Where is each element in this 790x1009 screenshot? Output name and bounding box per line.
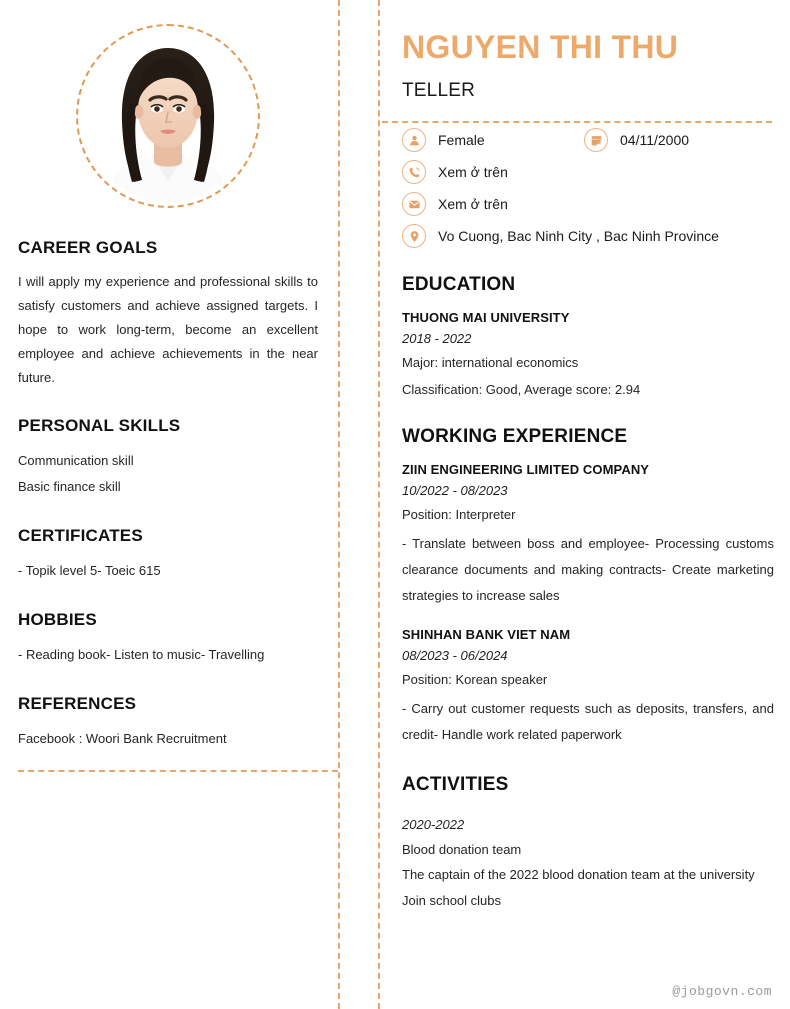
left-column	[18, 0, 318, 752]
list-item: Basic finance skill	[18, 479, 121, 494]
education-entry	[402, 310, 774, 400]
contact-birthday	[584, 128, 689, 152]
divider-horizontal-left-column	[18, 770, 338, 772]
section-title-working-experience: WORKING EXPERIENCE	[402, 426, 628, 447]
divider-vertical-right	[378, 0, 380, 1009]
certificates-list	[18, 558, 318, 584]
experience-description: - Translate between boss and employee- Processing customs clearance documents and making contracts- Create marketing strategies to increase sales	[402, 536, 774, 603]
activities-line-1: Blood donation team	[402, 842, 522, 857]
contact-phone-value: Xem ở trên	[438, 164, 508, 180]
contact-row	[402, 160, 774, 184]
calendar-icon	[584, 128, 608, 152]
experience-position: Position: Interpreter	[402, 507, 516, 522]
experience-entry	[402, 627, 774, 748]
divider-vertical-left	[338, 0, 340, 1009]
section-title-career-goals: CAREER GOALS	[18, 238, 158, 257]
page-title: NGUYEN THI THU	[402, 29, 679, 65]
job-role: TELLER	[402, 80, 476, 101]
activities-line-3: Join school clubs	[402, 893, 501, 908]
list-item: Facebook : Woori Bank Recruitment	[18, 731, 227, 746]
education-date: 2018 - 2022	[402, 331, 472, 346]
activities-date: 2020-2022	[402, 817, 465, 832]
experience-date: 10/2022 - 08/2023	[402, 483, 508, 498]
contact-email	[402, 192, 508, 216]
phone-icon	[402, 160, 426, 184]
references-list	[18, 726, 318, 752]
list-item: - Topik level 5- Toeic 615	[18, 563, 161, 578]
activities-line-2: The captain of the 2022 blood donation team at the university	[402, 867, 755, 882]
contact-email-value: Xem ở trên	[438, 196, 508, 212]
section-title-certificates: CERTIFICATES	[18, 526, 143, 545]
personal-skills-list	[18, 448, 318, 500]
career-goals-text: I will apply my experience and professional skills to satisfy customers and achieve assigned targets. I hope to work long-term, become an excellent employee and achieve achievements in the near future.	[18, 274, 318, 385]
contact-row	[402, 192, 774, 216]
activities-entry	[402, 812, 774, 913]
section-title-hobbies: HOBBIES	[18, 610, 97, 629]
contact-address	[402, 224, 719, 248]
right-column	[402, 0, 774, 913]
person-icon	[402, 128, 426, 152]
experience-position: Position: Korean speaker	[402, 672, 548, 687]
education-classification: Classification: Good, Average score: 2.94	[402, 382, 641, 397]
section-title-education: EDUCATION	[402, 274, 516, 295]
experience-org: SHINHAN BANK VIET NAM	[402, 627, 571, 642]
contact-gender	[402, 128, 584, 152]
envelope-icon	[402, 192, 426, 216]
education-major: Major: international economics	[402, 355, 579, 370]
experience-date: 08/2023 - 06/2024	[402, 648, 508, 663]
contact-address-value: Vo Cuong, Bac Ninh City , Bac Ninh Province	[438, 228, 719, 244]
location-pin-icon	[402, 224, 426, 248]
watermark: @jobgovn.com	[672, 984, 772, 999]
contact-info	[402, 128, 774, 248]
education-org: THUONG MAI UNIVERSITY	[402, 310, 570, 325]
hobbies-list	[18, 642, 318, 668]
contact-phone	[402, 160, 508, 184]
section-title-activities: ACTIVITIES	[402, 774, 509, 795]
experience-description: - Carry out customer requests such as deposits, transfers, and credit- Handle work related paperwork	[402, 701, 774, 742]
experience-entry	[402, 462, 774, 609]
avatar	[76, 24, 260, 208]
contact-row	[402, 128, 774, 152]
contact-gender-value: Female	[438, 132, 485, 148]
portrait-photo	[82, 30, 254, 202]
section-title-references: REFERENCES	[18, 694, 137, 713]
list-item: - Reading book- Listen to music- Travelling	[18, 647, 265, 662]
contact-birthday-value: 04/11/2000	[620, 132, 690, 148]
portrait-illustration	[82, 30, 254, 202]
experience-org: ZIIN ENGINEERING LIMITED COMPANY	[402, 462, 650, 477]
list-item: Communication skill	[18, 453, 134, 468]
section-title-personal-skills: PERSONAL SKILLS	[18, 416, 181, 435]
contact-row	[402, 224, 774, 248]
